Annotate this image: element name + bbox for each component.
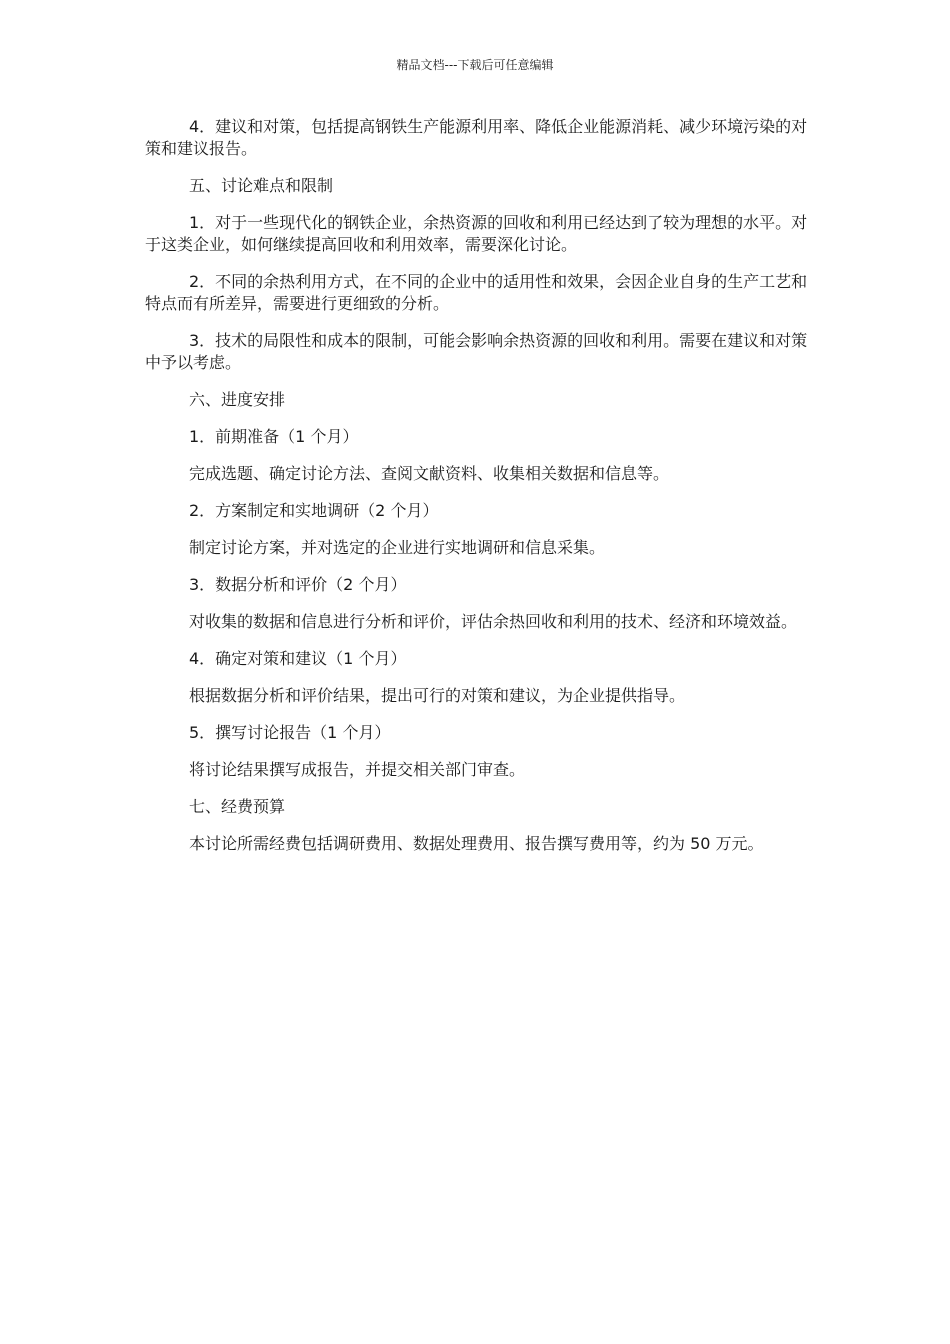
section-heading-difficulties: 五、讨论难点和限制 — [189, 176, 334, 195]
page-header: 精品文档---下载后可任意编辑 — [396, 58, 554, 72]
paragraph-difficulty-2: 2．不同的余热利用方式，在不同的企业中的适用性和效果，会因企业自身的生产工艺和特点而有所差异，需要进行更细致的分析。 — [145, 272, 808, 313]
document-body — [145, 116, 810, 870]
schedule-item-2-desc: 制定讨论方案，并对选定的企业进行实地调研和信息采集。 — [189, 538, 606, 557]
paragraph-suggestion-4: 4．建议和对策，包括提高钢铁生产能源利用率、降低企业能源消耗、减少环境污染的对策和建议报告。 — [145, 117, 808, 158]
section-heading-schedule: 六、进度安排 — [189, 390, 286, 409]
paragraph-difficulty-3: 3．技术的局限性和成本的限制，可能会影响余热资源的回收和利用。需要在建议和对策中予以考虑。 — [145, 331, 808, 372]
section-heading-budget: 七、经费预算 — [189, 797, 286, 816]
schedule-item-2-title: 2．方案制定和实地调研（2 个月） — [189, 501, 439, 520]
schedule-item-4-desc: 根据数据分析和评价结果，提出可行的对策和建议，为企业提供指导。 — [189, 686, 686, 705]
schedule-item-1-desc: 完成选题、确定讨论方法、查阅文献资料、收集相关数据和信息等。 — [189, 464, 670, 483]
paragraph-difficulty-1: 1．对于一些现代化的钢铁企业，余热资源的回收和利用已经达到了较为理想的水平。对于这类企业，如何继续提高回收和利用效率，需要深化讨论。 — [145, 213, 808, 254]
schedule-item-1-title: 1．前期准备（1 个月） — [189, 427, 359, 446]
paragraph-budget: 本讨论所需经费包括调研费用、数据处理费用、报告撰写费用等，约为 50 万元。 — [189, 834, 764, 853]
schedule-item-3-title: 3．数据分析和评价（2 个月） — [189, 575, 407, 594]
schedule-item-3-desc: 对收集的数据和信息进行分析和评价，评估余热回收和利用的技术、经济和环境效益。 — [189, 612, 798, 631]
schedule-item-4-title: 4．确定对策和建议（1 个月） — [189, 649, 407, 668]
schedule-item-5-desc: 将讨论结果撰写成报告，并提交相关部门审查。 — [189, 760, 526, 779]
schedule-item-5-title: 5．撰写讨论报告（1 个月） — [189, 723, 391, 742]
